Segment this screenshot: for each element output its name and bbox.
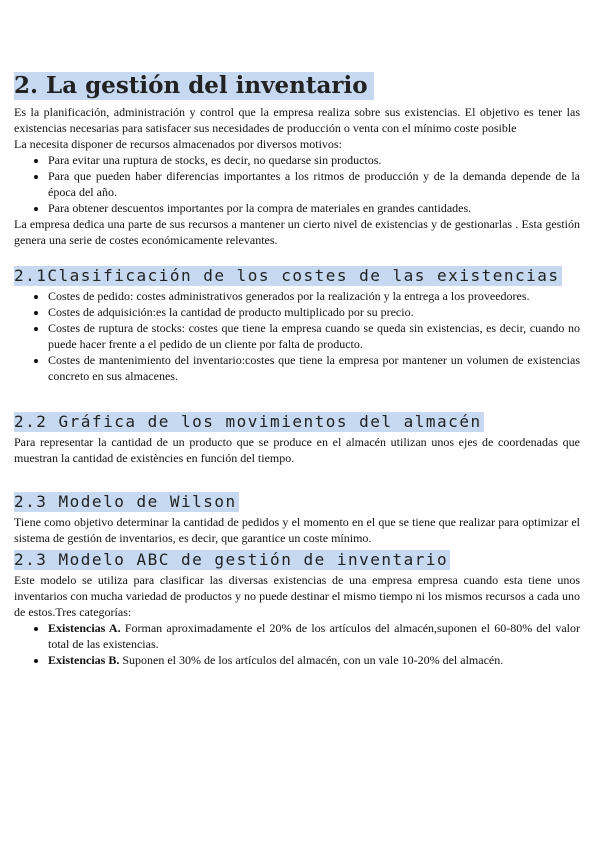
intro-paragraph: Es la planificación, administración y control que la empresa realiza sobre sus existencias. El objetivo es tener las existencias necesarias para satisfacer sus necesidades de producción o venta con el mínimo coste posible xyxy=(14,105,580,135)
abc-paragraph: Este modelo se utiliza para clasificar las diversas existencias de una empresa empresa cuando esta tiene unos inventarios con mucha variedad de productos y no puede destinar el mismo tiempo ni los mismos recursos a cada uno de estos.Tres categorías: xyxy=(14,573,580,619)
list-item: • Costes de pedido: costes administrativos generados por la realización y la entrega a los proveedores. xyxy=(48,288,580,304)
motives-list xyxy=(14,152,580,216)
page-title: 2. La gestión del inventario xyxy=(14,72,374,100)
intro-closing-paragraph: La empresa dedica una parte de sus recursos a mantener un cierto nivel de existencias y de gestionarlas . Esta gestión genera una serie de costes económicamente relevantes. xyxy=(14,217,580,247)
list-item: • Costes de ruptura de stocks: costes que tiene la empresa cuando se queda sin existencias, es decir, cuando no puede hacer frente a el pedido de un cliente por falta de producto. xyxy=(48,320,580,352)
list-item: • Para evitar una ruptura de stocks, es decir, no quedarse sin productos. xyxy=(48,152,580,168)
list-item xyxy=(48,652,580,668)
category-label: Existencias B. xyxy=(48,653,120,667)
list-item: • Para obtener descuentos importantes por la compra de materiales en grandes cantidades. xyxy=(48,200,580,216)
document-page xyxy=(14,72,580,668)
grafica-paragraph: Para representar la cantidad de un producto que se produce en el almacén utilizan unos ejes de coordenadas que muestran la cantidad de existències en función del tiempo. xyxy=(14,435,580,465)
costes-list xyxy=(14,288,580,384)
list-item: • Costes de mantenimiento del inventario:costes que tiene la empresa por mantener un volumen de existencias concreto en sus almacenes. xyxy=(48,352,580,384)
section-heading-abc: 2.3 Modelo ABC de gestión de inventario xyxy=(14,550,449,569)
section-heading-wilson: 2.3 Modelo de Wilson xyxy=(14,492,237,511)
list-item xyxy=(48,620,580,652)
intro-motives-lead: La necesita disponer de recursos almacenados por diversos motivos: xyxy=(14,137,342,151)
section-heading-costes: 2.1Clasificación de los costes de las existencias xyxy=(14,266,560,285)
section-heading-grafica: 2.2 Gráfica de los movimientos del almacén xyxy=(14,412,482,431)
list-item: • Para que pueden haber diferencias importantes a los ritmos de producción y de la demanda depende de la época del año. xyxy=(48,168,580,200)
abc-list xyxy=(14,620,580,668)
category-text: Suponen el 30% de los artículos del almacén, con un vale 10-20% del almacén. xyxy=(119,653,504,667)
category-label: Existencias A. xyxy=(48,621,121,635)
wilson-paragraph: Tiene como objetivo determinar la cantidad de pedidos y el momento en el que se tiene que realizar para optimizar el sistema de gestión de inventarios, es decir, que garantice un coste mínimo. xyxy=(14,515,580,545)
list-item: • Costes de adquisición:es la cantidad de producto multiplicado por su precio. xyxy=(48,304,580,320)
category-text: Forman aproximadamente el 20% de los artículos del almacén,suponen el 60-80% del valor total de las existencias. xyxy=(48,621,580,651)
